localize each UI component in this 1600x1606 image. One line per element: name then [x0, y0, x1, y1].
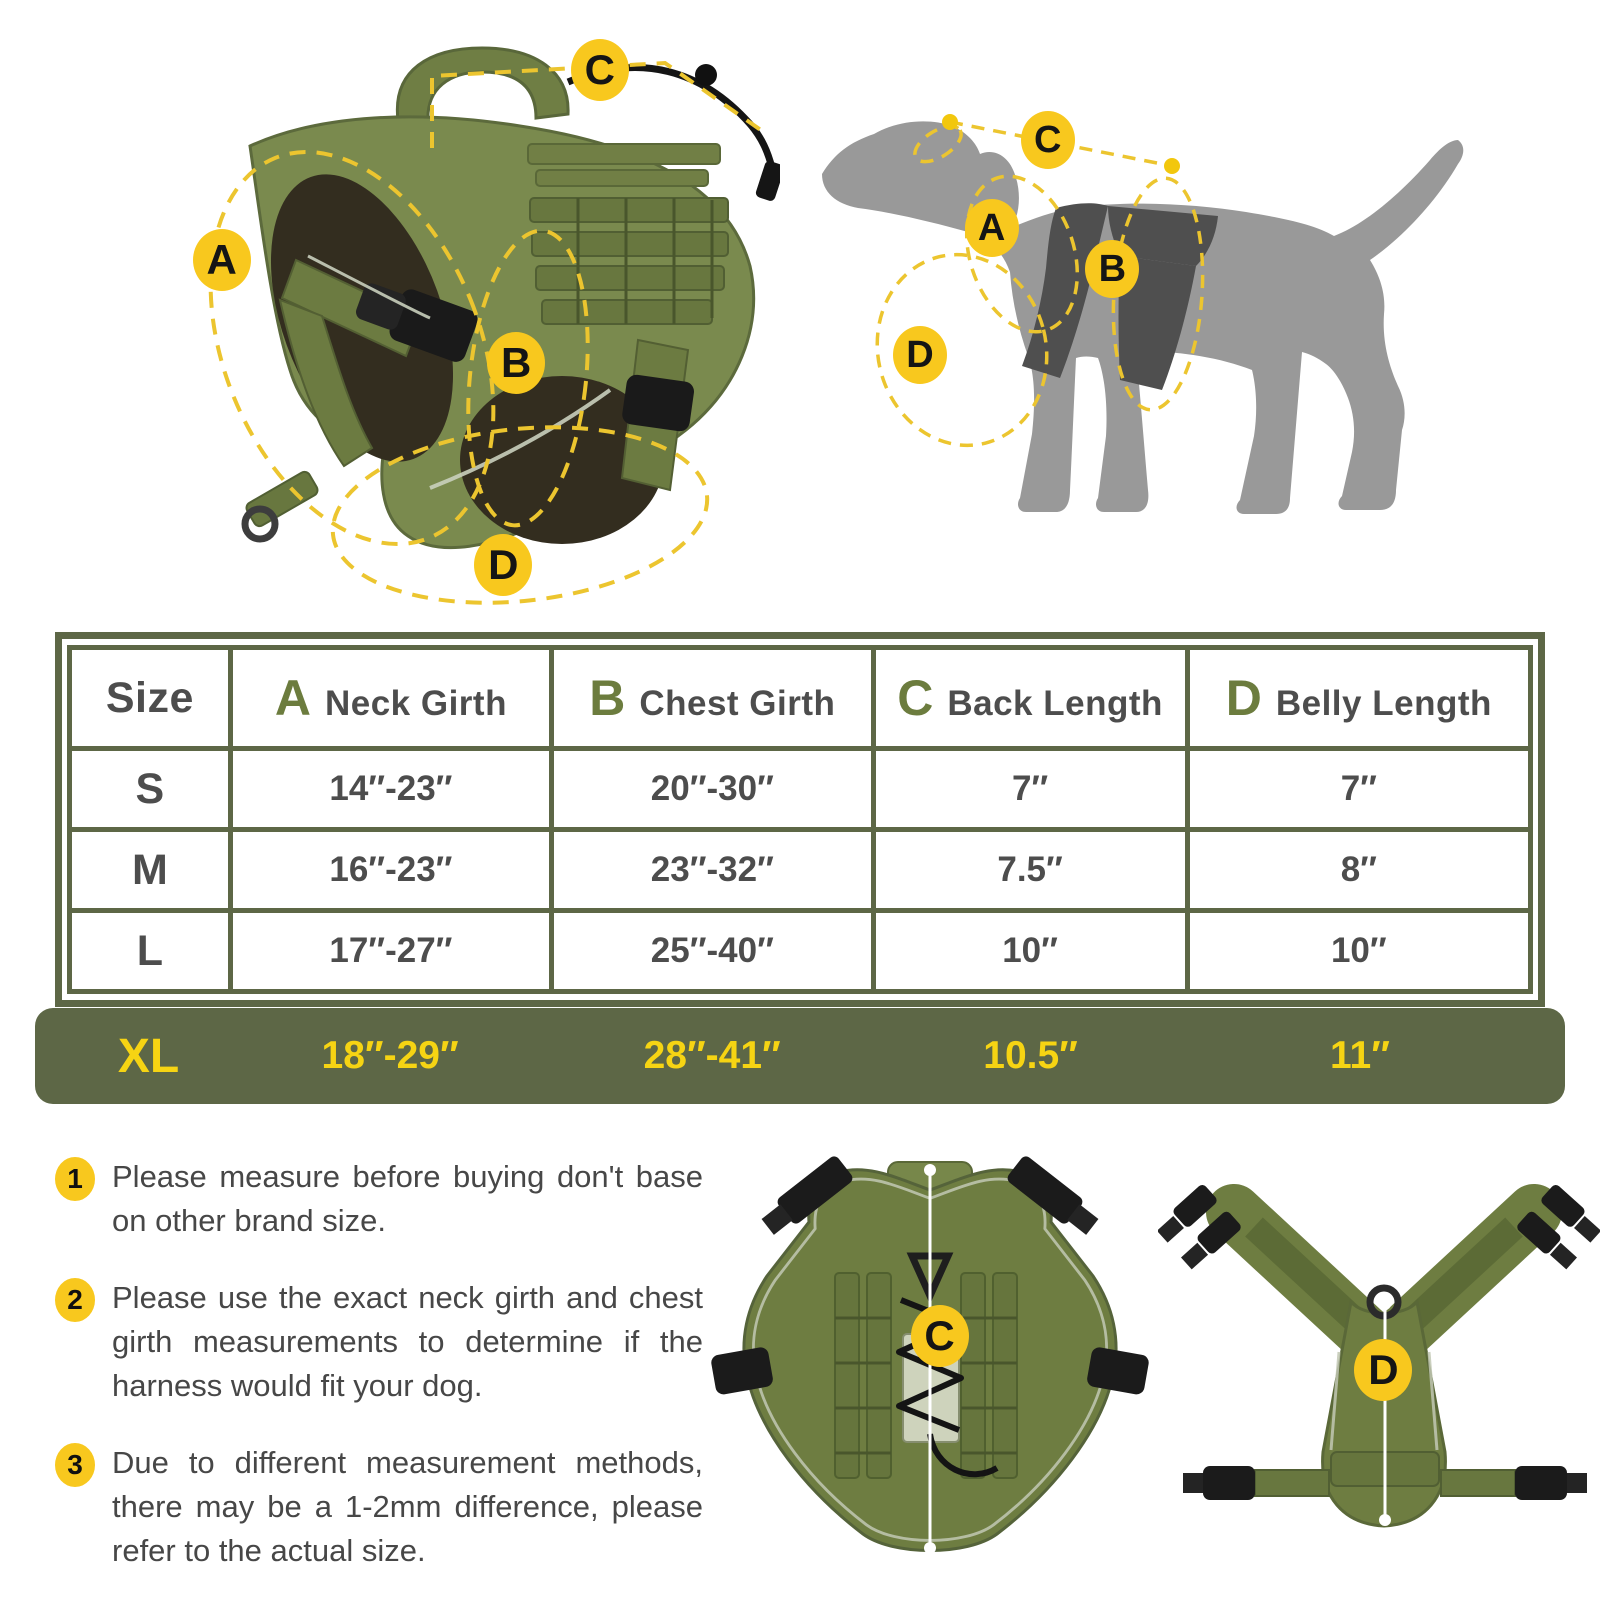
xl-belly: 11″ — [1329, 1034, 1390, 1077]
s-neck: 14″-23″ — [230, 749, 551, 830]
velcro-panel — [528, 144, 720, 186]
note-3-text: Due to different measurement methods, there may be a 1-2mm difference, please refer to the actual size. — [112, 1445, 703, 1569]
harness-handle — [397, 48, 568, 122]
dog-label-d: D — [893, 326, 947, 384]
xl-back: 10.5″ — [983, 1034, 1078, 1077]
dog-label-a: A — [965, 199, 1019, 257]
size-table-header-row — [70, 648, 1531, 749]
table-row-m — [70, 830, 1531, 911]
harness-side-illustration — [100, 18, 780, 618]
note-3-badge: 3 — [55, 1443, 95, 1487]
size-m: M — [70, 830, 231, 911]
note-1-badge: 1 — [55, 1157, 95, 1201]
size-s: S — [70, 749, 231, 830]
note-2 — [55, 1276, 703, 1408]
dog-label-c: C — [1021, 111, 1075, 169]
back-panel-label-c: C — [911, 1305, 969, 1367]
dog-silhouette-figure — [790, 62, 1500, 572]
s-chest: 20″-30″ — [552, 749, 873, 830]
size-xl: XL — [117, 1029, 180, 1083]
note-2-badge: 2 — [55, 1278, 95, 1322]
back-panel-photo — [690, 1138, 1170, 1578]
m-neck: 16″-23″ — [230, 830, 551, 911]
m-chest: 23″-32″ — [552, 830, 873, 911]
label-d-belly: D — [474, 534, 532, 596]
l-back: 10″ — [873, 911, 1187, 992]
size-l: L — [70, 911, 231, 992]
label-c-back: C — [571, 39, 629, 101]
belly-panel-label-d: D — [1354, 1339, 1412, 1401]
xl-highlighted-row — [35, 1008, 1565, 1104]
girth-buckle — [621, 374, 695, 433]
col-header-chest: B Chest Girth — [552, 648, 873, 749]
note-1-text: Please measure before buying don't base on other brand size. — [112, 1159, 703, 1239]
table-row-l — [70, 911, 1531, 992]
l-chest: 25″-40″ — [552, 911, 873, 992]
note-2-text: Please use the exact neck girth and chest girth measurements to determine if the harness would fit your dog. — [112, 1280, 703, 1404]
label-a-neck: A — [193, 229, 251, 291]
m-back: 7.5″ — [873, 830, 1187, 911]
col-header-back: C Back Length — [873, 648, 1187, 749]
l-belly: 10″ — [1187, 911, 1530, 992]
size-table — [67, 645, 1533, 994]
m-belly: 8″ — [1187, 830, 1530, 911]
table-row-s — [70, 749, 1531, 830]
xl-neck: 18″-29″ — [321, 1034, 459, 1077]
harness-side-photo — [100, 18, 780, 618]
col-header-neck: A Neck Girth — [230, 648, 551, 749]
col-header-size: Size — [70, 648, 231, 749]
label-b-chest: B — [487, 332, 545, 394]
dog-measure-diagram — [790, 62, 1500, 572]
notes-list — [55, 1155, 703, 1606]
belly-panel-photo — [1158, 1152, 1600, 1572]
xl-chest: 28″-41″ — [643, 1034, 781, 1077]
s-back: 7″ — [873, 749, 1187, 830]
dog-label-b: B — [1085, 240, 1139, 298]
s-belly: 7″ — [1187, 749, 1530, 830]
size-table-frame — [55, 632, 1545, 1007]
col-header-belly: D Belly Length — [1187, 648, 1530, 749]
note-1 — [55, 1155, 703, 1243]
note-3 — [55, 1441, 703, 1573]
l-neck: 17″-27″ — [230, 911, 551, 992]
